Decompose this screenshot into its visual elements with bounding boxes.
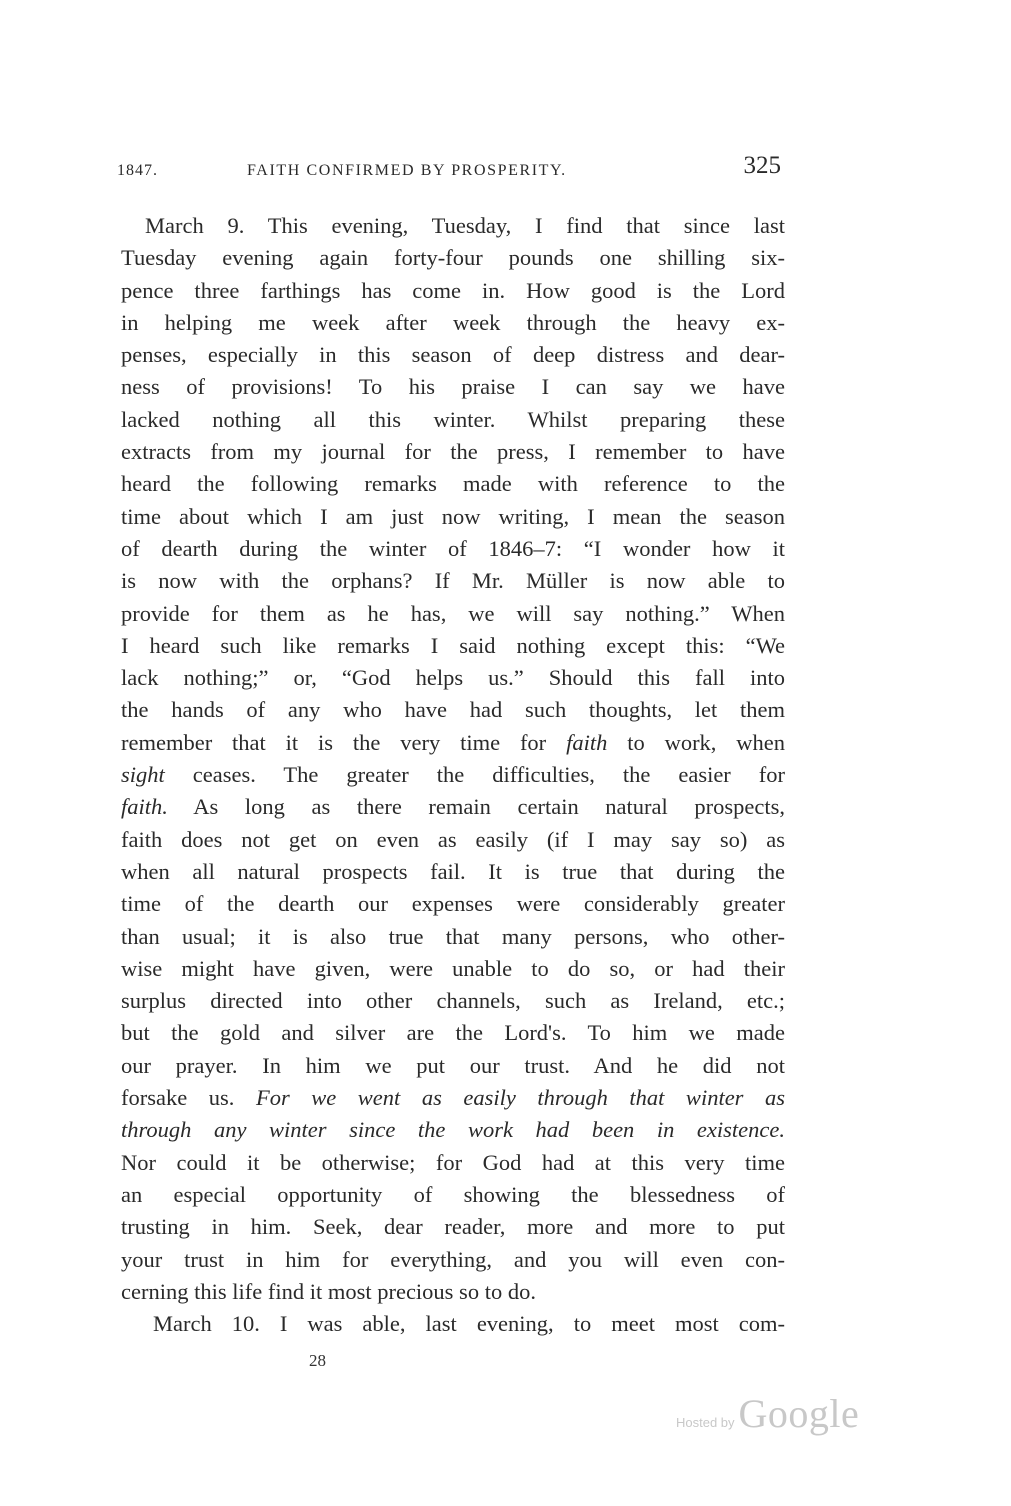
italic-word-faith: faith: [566, 729, 608, 755]
text-segment: ceases. The greater the difficulties, the easier for: [192, 762, 785, 788]
text-line: wise might have given, were unable to do so, or had their: [121, 955, 785, 981]
text-line: penses, especially in this season of deep distress and dear-: [121, 342, 785, 368]
text-line: [121, 1082, 785, 1114]
italic-word-sight: sight: [121, 762, 165, 788]
text-line: cerning this life find it most precious so to do.: [121, 1278, 536, 1304]
italic-sentence: For we went as easily through that winter as: [255, 1085, 785, 1111]
text-line: I heard such like remarks I said nothing except this: “We: [121, 632, 785, 658]
running-head: [117, 150, 781, 190]
watermark-prefix: Hosted by: [676, 1415, 735, 1430]
running-head-year: 1847.: [117, 162, 158, 179]
text-line: March 9. This evening, Tuesday, I find that since last: [145, 213, 785, 238]
google-watermark: [676, 1390, 859, 1440]
text-line: time about which I am just now writing, I mean the season: [121, 503, 785, 529]
text-line: is now with the orphans? If Mr. Müller is now able to: [121, 568, 785, 594]
text-line: lacked nothing all this winter. Whilst preparing these: [121, 406, 785, 432]
text-line: trusting in him. Seek, dear reader, more and more to put: [121, 1214, 785, 1240]
text-line: in helping me week after week through the heavy ex-: [121, 309, 785, 335]
signature-mark: 28: [309, 1351, 326, 1370]
google-logo: Google: [738, 1391, 860, 1436]
page-number: 325: [743, 152, 781, 179]
text-line: extracts from my journal for the press, I remember to have: [121, 439, 785, 465]
text-line: the hands of any who have had such thoughts, let them: [121, 697, 785, 723]
text-segment: As long as there remain certain natural prospects,: [193, 794, 785, 820]
text-line: our prayer. In him we put our trust. And he did not: [121, 1052, 785, 1078]
text-line: heard the following remarks made with reference to the: [121, 471, 785, 497]
text-line: Nor could it be otherwise; for God had at this very time: [121, 1149, 785, 1175]
text-line: when all natural prospects fail. It is true that during the: [121, 858, 785, 884]
running-head-title: FAITH CONFIRMED BY PROSPERITY.: [247, 162, 567, 179]
text-segment: remember that it is the very time for: [121, 729, 547, 755]
text-line: [121, 791, 785, 823]
text-line: ness of provisions! To his praise I can say we have: [121, 374, 785, 400]
text-line: an especial opportunity of showing the blessedness of: [121, 1181, 785, 1207]
text-line: provide for them as he has, we will say nothing.” When: [121, 600, 785, 626]
text-segment: to work, when: [627, 729, 785, 755]
text-line: [121, 727, 785, 759]
text-line: of dearth during the winter of 1846–7: “I wonder how it: [121, 535, 785, 561]
text-line: your trust in him for everything, and you will even con-: [121, 1246, 785, 1272]
text-line: Tuesday evening again forty-four pounds one shilling six-: [121, 245, 785, 271]
text-line: lack nothing;” or, “God helps us.” Should this fall into: [121, 665, 785, 691]
text-line: surplus directed into other channels, such as Ireland, etc.;: [121, 988, 785, 1014]
text-line: faith does not get on even as easily (if I may say so) as: [121, 826, 785, 852]
text-line: than usual; it is also true that many persons, who other-: [121, 923, 785, 949]
text-line: [121, 759, 785, 791]
text-segment: forsake us.: [121, 1085, 235, 1111]
text-line: pence three farthings has come in. How good is the Lord: [121, 277, 785, 303]
text-line: [121, 1114, 785, 1146]
body-text: [121, 210, 785, 1340]
text-line: time of the dearth our expenses were considerably greater: [121, 891, 785, 917]
text-line: March 10. I was able, last evening, to meet most com-: [153, 1311, 785, 1337]
italic-sentence: through any winter since the work had been in existence.: [121, 1117, 785, 1143]
text-line: but the gold and silver are the Lord's. To him we made: [121, 1020, 785, 1046]
italic-word-faith: faith.: [121, 794, 168, 820]
